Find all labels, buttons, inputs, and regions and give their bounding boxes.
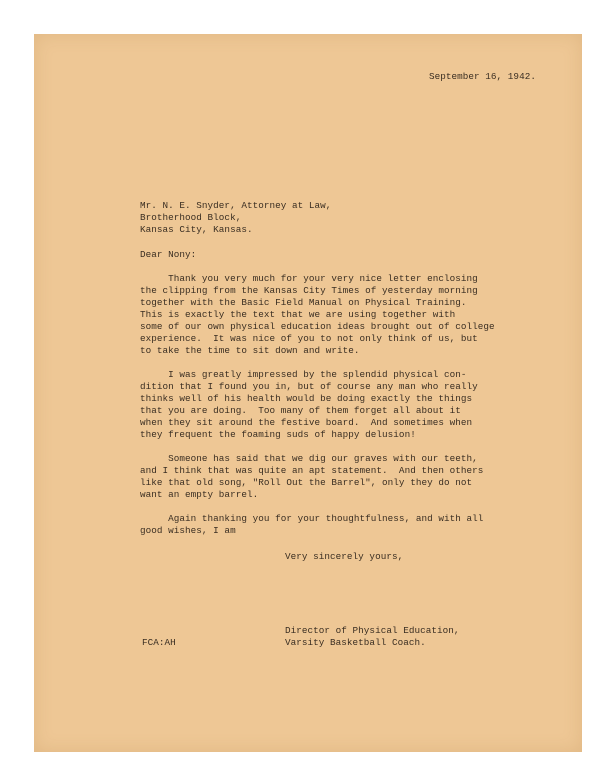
salutation: Dear Nony: xyxy=(140,249,197,260)
signature-title-1: Director of Physical Education, xyxy=(285,625,460,636)
recipient-line-2: Brotherhood Block, xyxy=(140,212,242,223)
paragraph-1-line: This is exactly the text that we are using together with xyxy=(140,309,456,320)
paragraph-4-line: Again thanking you for your thoughtfulness, and with all xyxy=(140,513,484,524)
paragraph-2-line: dition that I found you in, but of course any man who really xyxy=(140,381,478,392)
paragraph-1-line: Thank you very much for your very nice letter enclosing xyxy=(140,273,478,284)
letter-page xyxy=(34,34,582,752)
paragraph-3-line: and I think that was quite an apt statement. And then others xyxy=(140,465,484,476)
letter-date: September 16, 1942. xyxy=(429,71,536,82)
paragraph-2-line: thinks well of his health would be doing exactly the things xyxy=(140,393,473,404)
recipient-line-3: Kansas City, Kansas. xyxy=(140,224,253,235)
paragraph-3-line: Someone has said that we dig our graves with our teeth, xyxy=(140,453,478,464)
paragraph-1-line: some of our own physical education ideas brought out of college xyxy=(140,321,495,332)
paragraph-2-line: I was greatly impressed by the splendid physical con- xyxy=(140,369,467,380)
signature-title-2: Varsity Basketball Coach. xyxy=(285,637,426,648)
paragraph-3-line: want an empty barrel. xyxy=(140,489,259,500)
paragraph-4-line: good wishes, I am xyxy=(140,525,236,536)
paragraph-2-line: when they sit around the festive board. And sometimes when xyxy=(140,417,473,428)
recipient-line-1: Mr. N. E. Snyder, Attorney at Law, xyxy=(140,200,332,211)
paragraph-2-line: they frequent the foaming suds of happy delusion! xyxy=(140,429,416,440)
paragraph-1-line: together with the Basic Field Manual on Physical Training. xyxy=(140,297,467,308)
paragraph-1-line: experience. It was nice of you to not only think of us, but xyxy=(140,333,478,344)
paragraph-3-line: like that old song, "Roll Out the Barrel", only they do not xyxy=(140,477,473,488)
paragraph-1-line: to take the time to sit down and write. xyxy=(140,345,360,356)
paragraph-2-line: that you are doing. Too many of them forget all about it xyxy=(140,405,461,416)
closing: Very sincerely yours, xyxy=(285,551,404,562)
typist-initials: FCA:AH xyxy=(142,637,176,648)
paragraph-1-line: the clipping from the Kansas City Times of yesterday morning xyxy=(140,285,478,296)
